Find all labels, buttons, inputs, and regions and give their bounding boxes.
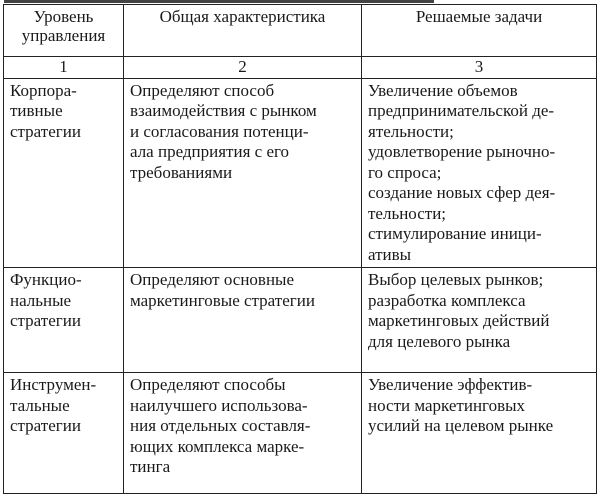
cell-line: Функцио- [10,270,82,289]
cell-line: маркетинговые стратегии [130,290,315,310]
cell-line: для целевого рынка [368,331,511,351]
column-number: 3 [362,57,597,79]
cell-line: маркетинговых действий [368,311,550,330]
cell-tasks [362,373,597,494]
cell-line: Выбор целевых рынков; [368,270,544,289]
column-number: 1 [4,57,124,79]
cell-line: требованиями [130,162,233,182]
cell-characteristic [124,268,362,373]
cell-line: тельности; [368,203,447,223]
cell-line: удовлетворение рыночно- [368,142,556,161]
cell-line: усилий на целевом рынке [368,416,554,435]
cell-line: го спроса; [368,162,442,182]
cell-line: наилучшего использова- [130,395,308,415]
cell-characteristic [124,373,362,494]
header-row [4,5,597,57]
cell-line: и согласования потенци- [130,121,309,141]
cell-line: Увеличение объемов [368,80,518,100]
cell-level [4,78,124,268]
cell-line: Определяют способы [130,375,286,394]
cell-line: ющих комплекса марке- [130,436,305,456]
cell-line: ативы [368,244,412,264]
cell-line: ала предприятия с его [130,142,290,161]
cell-line: Инструмен- [10,375,97,394]
header-text: Уровень [33,7,94,26]
column-number: 2 [124,57,362,79]
cell-line: стратегии [10,416,81,435]
cell-level [4,268,124,373]
header-level [4,5,124,57]
cell-line: Определяют основные [130,270,295,289]
cell-tasks [362,268,597,373]
cell-level [4,373,124,494]
cell-characteristic [124,78,362,268]
strategy-table [3,4,597,494]
table-row [4,78,597,268]
cell-line: стратегии [10,121,81,141]
header-tasks: Решаемые задачи [362,5,597,57]
header-text: управления [21,26,106,45]
cell-line: Увеличение эффектив- [368,375,533,394]
column-number-row [4,57,597,79]
cell-line: нальные [10,290,72,310]
cropped-caption-fragment [4,0,434,3]
cell-line: ния отдельных составля- [130,416,311,435]
cell-line: ятельности; [368,121,454,141]
cell-line: тальные [10,395,70,415]
cell-line: тивные [10,101,63,120]
header-characteristic: Общая характеристика [124,5,362,57]
cell-line: взаимодействия с рынком [130,101,317,120]
table-row [4,268,597,373]
cell-tasks [362,78,597,268]
cell-line: создание новых сфер дея- [368,183,556,202]
cell-line: тинга [130,457,171,476]
cell-line: Определяют способ [130,80,275,100]
cell-line: стратегии [10,311,81,330]
cell-line: ности маркетинговых [368,395,526,415]
cell-line: разработка комплекса [368,290,526,310]
table-row [4,373,597,494]
cell-line: предпринимательской де- [368,101,555,120]
cell-line: стимулирование иници- [368,224,542,243]
cell-line: Корпора- [10,80,77,100]
